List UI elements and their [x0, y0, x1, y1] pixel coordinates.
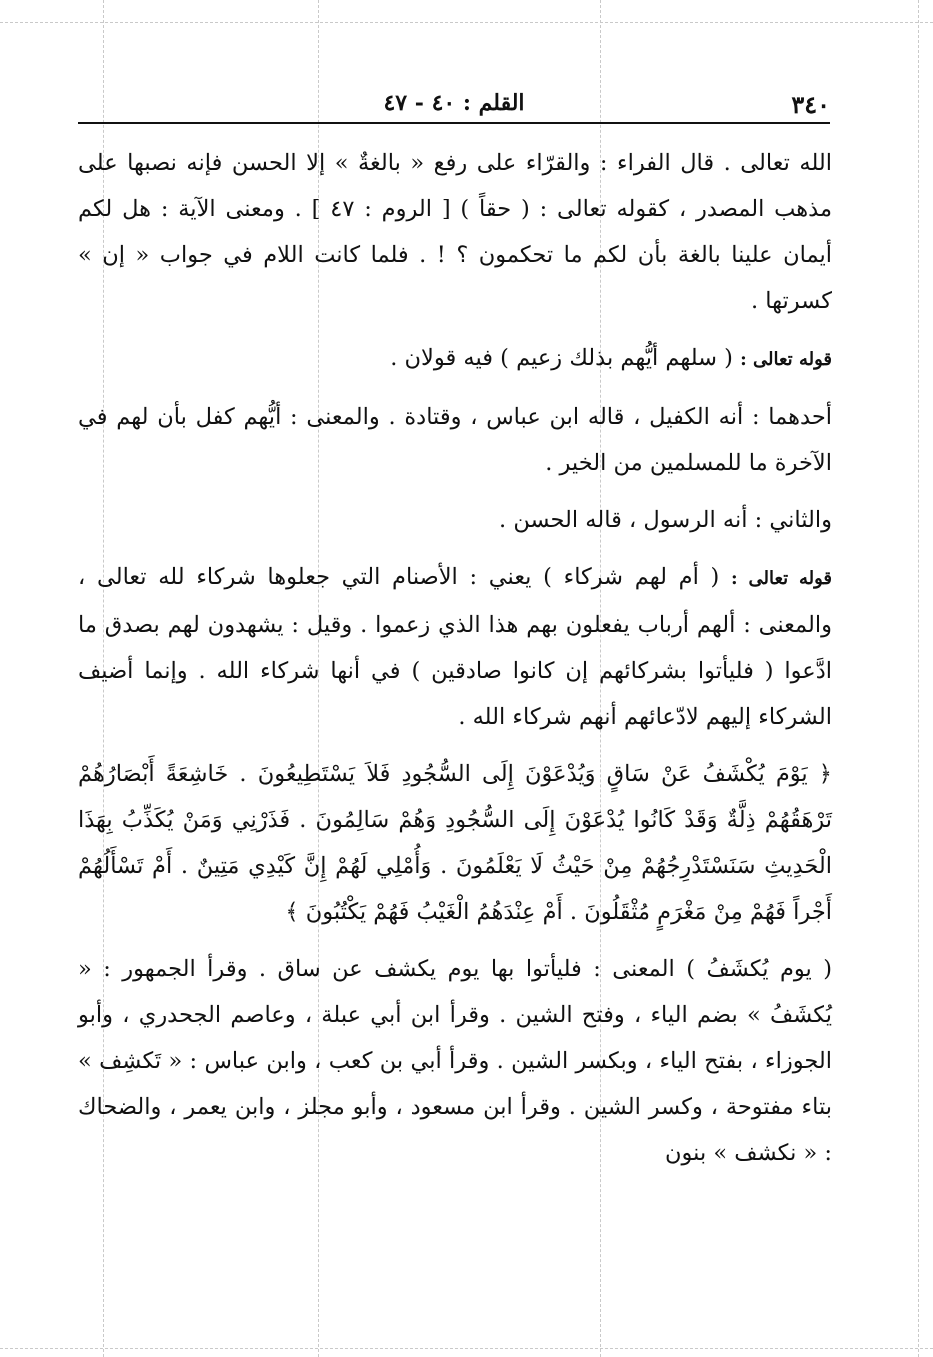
- paragraph-text: والثاني : أنه الرسول ، قاله الحسن .: [499, 507, 832, 533]
- scan-guide-line: [0, 1348, 933, 1349]
- paragraph-lead: قوله تعالى :: [740, 349, 832, 370]
- paragraph-text: ( يوم يُكشَفُ ) المعنى : فليأتوا بها يوم يكشف عن ساق . وقرأ الجمهور : « يُكشَفُ » بضم الياء ، وفتح الشين . وقرأ ابن أبي عبلة ، وعاصم الجحدري ، وأبو الجوزاء ، بفتح الياء ، وبكسر الشين . وقرأ أبي بن كعب ، وابن عباس : « تَكشِف » بتاء مفتوحة ، وكسر الشين . وقرأ ابن مسعود ، وأبو مجلز ، وابن يعمر ، والضحاك : « نكشف » بنون: [78, 956, 832, 1166]
- paragraph: [78, 946, 832, 1176]
- paragraph: [78, 335, 832, 383]
- paragraph: [78, 554, 832, 740]
- running-title: القلم : ٤٠ - ٤٧: [383, 90, 525, 116]
- page-body: [78, 140, 832, 1176]
- paragraph: [78, 140, 832, 324]
- paragraph-lead: قوله تعالى :: [731, 568, 832, 589]
- paragraph: [78, 394, 832, 486]
- paragraph-text: ( سلهم أيُّهم بذلك زعيم ) فيه قولان .: [390, 345, 733, 371]
- paragraph-text: ( أم لهم شركاء ) يعني : الأصنام التي جعلوها شركاء لله تعالى ، والمعنى : ألهم أرباب يفعلون بهم هذا الذي زعموا . وقيل : يشهدون لهم بصدق ما ادَّعوا ( فليأتوا بشركائهم إن كانوا صادقين ) في أنها شركاء الله . وإنما أضيف الشركاء إليهم لادّعائهم أنهم شركاء الله .: [78, 564, 832, 730]
- page-header: [78, 88, 830, 124]
- scan-guide-line: [0, 22, 933, 23]
- quran-verse-block: [78, 751, 832, 935]
- paragraph: [78, 497, 832, 543]
- quran-verse-text: ﴿ يَوْمَ يُكْشَفُ عَنْ سَاقٍ وَيُدْعَوْنَ إِلَى السُّجُودِ فَلاَ يَسْتَطِيعُونَ . خَاشِعَةً أَبْصَارُهُمْ تَرْهَقُهُمْ ذِلَّةٌ وَقَدْ كَانُوا يُدْعَوْنَ إِلَى السُّجُودِ وَهُمْ سَالِمُونَ . فَذَرْنِي وَمَنْ يُكَذِّبُ بِهَذَا الْحَدِيثِ سَنَسْتَدْرِجُهُمْ مِنْ حَيْثُ لَا يَعْلَمُونَ . وَأُمْلِي لَهُمْ إِنَّ كَيْدِي مَتِينٌ . أَمْ تَسْأَلُهُمْ أَجْراً فَهُمْ مِنْ مَغْرَمٍ مُثْقَلُونَ . أَمْ عِنْدَهُمُ الْغَيْبُ فَهُمْ يَكْتُبُونَ ﴾: [78, 761, 832, 925]
- scan-guide-line: [918, 0, 919, 1357]
- paragraph-text: الله تعالى . قال الفراء : والقرّاء على رفع « بالغةٌ » إلا الحسن فإنه نصبها على مذهب المصدر ، كقوله تعالى : ( حقاً ) [ الروم : ٤٧ ] . ومعنى الآية : هل لكم أيمان علينا بالغة بأن لكم ما تحكمون ؟ ! . فلما كانت اللام في جواب « إن » كسرتها .: [78, 150, 832, 314]
- page-number: ٣٤٠: [791, 90, 830, 119]
- paragraph-text: أحدهما : أنه الكفيل ، قاله ابن عباس ، وقتادة . والمعنى : أيُّهم كفل بأن لهم في الآخرة ما للمسلمين من الخير .: [78, 404, 832, 476]
